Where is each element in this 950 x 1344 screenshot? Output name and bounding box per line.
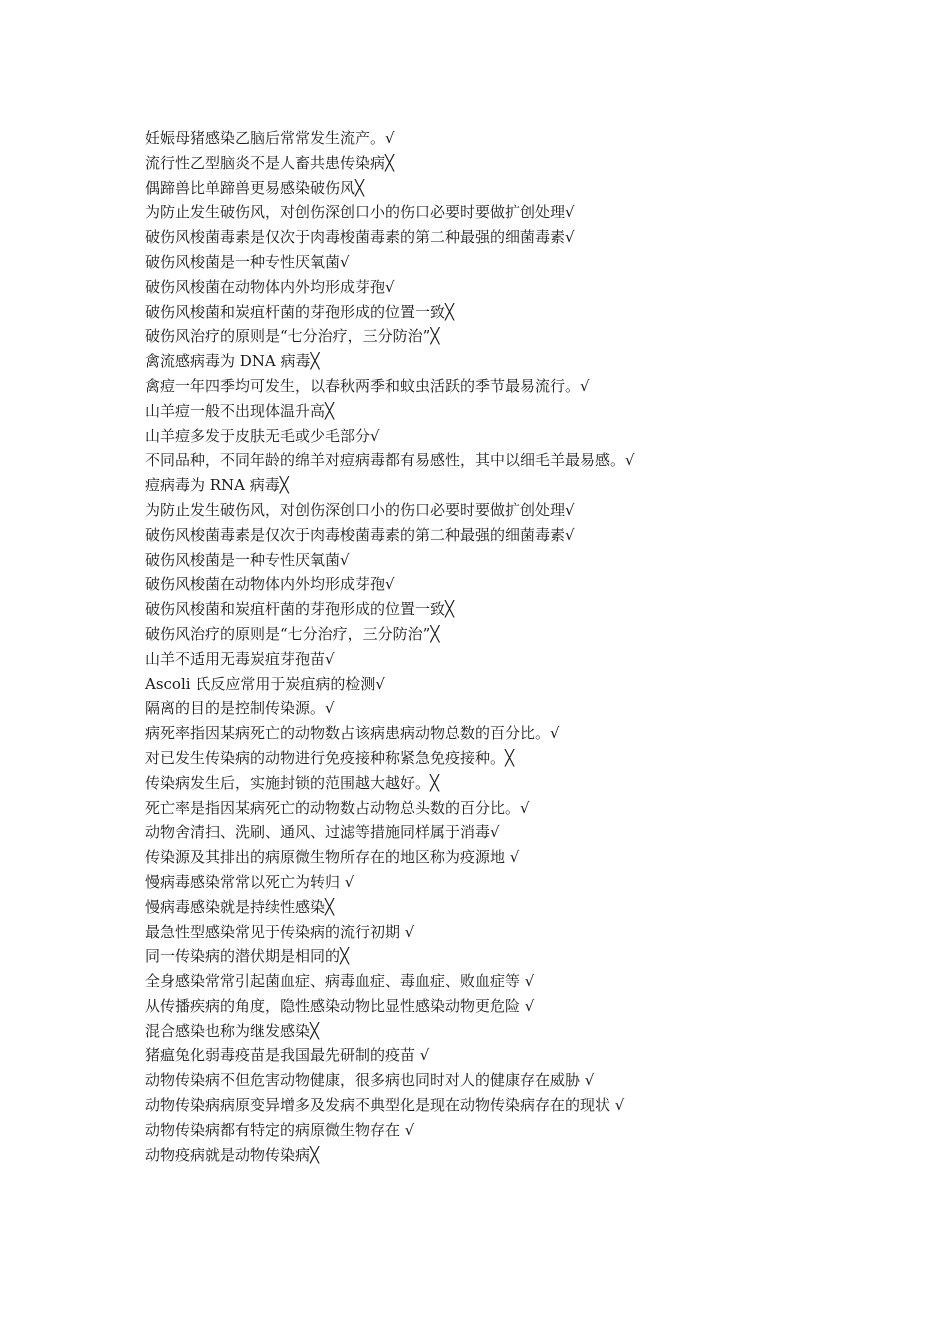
statement-line: 传染源及其排出的病原微生物所存在的地区称为疫源地 √	[145, 848, 520, 867]
statement-line: 全身感染常常引起菌血症、病毒血症、毒血症、败血症等 √	[145, 972, 535, 991]
statement-list	[145, 126, 845, 1167]
statement-line: 混合感染也称为继发感染╳	[145, 1021, 320, 1040]
statement-line: 隔离的目的是控制传染源。√	[145, 699, 335, 718]
statement-line: 痘病毒为 RNA 病毒╳	[145, 476, 289, 495]
statement-line: 动物疫病就是动物传染病╳	[145, 1145, 320, 1164]
statement-line: 偶蹄兽比单蹄兽更易感染破伤风╳	[145, 178, 365, 197]
statement-line: 禽痘一年四季均可发生，以春秋两季和蚊虫活跃的季节最易流行。√	[145, 376, 590, 395]
statement-line: 山羊痘多发于皮肤无毛或少毛部分√	[145, 426, 380, 445]
statement-line: 妊娠母猪感染乙脑后常常发生流产。√	[145, 129, 395, 147]
statement-line: 破伤风治疗的原则是“七分治疗，三分防治”╳	[145, 624, 440, 643]
statement-line: 为防止发生破伤风，对创伤深创口小的伤口必要时要做扩创处理√	[145, 500, 575, 519]
statement-line: 动物传染病都有特定的病原微生物存在 √	[145, 1120, 415, 1139]
statement-line: 同一传染病的潜伏期是相同的╳	[145, 947, 350, 966]
statement-line: 动物舍清扫、洗刷、通风、过滤等措施同样属于消毒√	[145, 823, 500, 842]
statement-line: 传染病发生后，实施封锁的范围越大越好。╳	[145, 773, 440, 792]
statement-line: 山羊痘一般不出现体温升高╳	[145, 401, 335, 420]
statement-line: 破伤风梭菌在动物体内外均形成芽孢√	[145, 575, 395, 594]
statement-line: 猪瘟兔化弱毒疫苗是我国最先研制的疫苗 √	[145, 1046, 430, 1065]
statement-line: 从传播疾病的角度，隐性感染动物比显性感染动物更危险 √	[145, 996, 535, 1015]
statement-line: 动物传染病不但危害动物健康，很多病也同时对人的健康存在威胁 √	[145, 1071, 595, 1090]
statement-line: 死亡率是指因某病死亡的动物数占动物总头数的百分比。√	[145, 798, 530, 817]
statement-line: 最急性型感染常见于传染病的流行初期 √	[145, 922, 415, 941]
statement-line: 破伤风梭菌是一种专性厌氧菌√	[145, 252, 350, 271]
statement-line: 对已发生传染病的动物进行免疫接种称紧急免疫接种。╳	[145, 748, 515, 767]
statement-line: 为防止发生破伤风，对创伤深创口小的伤口必要时要做扩创处理√	[145, 203, 575, 222]
statement-line: 山羊不适用无毒炭疽芽孢苗√	[145, 649, 335, 668]
statement-line: 破伤风梭菌和炭疽杆菌的芽孢形成的位置一致╳	[145, 302, 455, 321]
statement-line: 破伤风梭菌是一种专性厌氧菌√	[145, 550, 350, 569]
statement-line: 禽流感病毒为 DNA 病毒╳	[145, 352, 320, 371]
statement-line: 破伤风治疗的原则是“七分治疗，三分防治”╳	[145, 327, 440, 346]
statement-line: 不同品种，不同年龄的绵羊对痘病毒都有易感性，其中以细毛羊最易感。√	[145, 451, 635, 470]
statement-line: 病死率指因某病死亡的动物数占该病患病动物总数的百分比。√	[145, 724, 560, 743]
statement-line: 动物传染病病原变异增多及发病不典型化是现在动物传染病存在的现状 √	[145, 1096, 625, 1115]
statement-line: Ascoli 氏反应常用于炭疽病的检测√	[145, 674, 385, 693]
statement-line: 破伤风梭菌毒素是仅次于肉毒梭菌毒素的第二种最强的细菌毒素√	[145, 525, 575, 544]
statement-line: 破伤风梭菌和炭疽杆菌的芽孢形成的位置一致╳	[145, 600, 455, 619]
statement-line: 流行性乙型脑炎不是人畜共患传染病╳	[145, 153, 395, 172]
statement-line: 破伤风梭菌在动物体内外均形成芽孢√	[145, 277, 395, 296]
statement-line: 破伤风梭菌毒素是仅次于肉毒梭菌毒素的第二种最强的细菌毒素√	[145, 228, 575, 247]
statement-line: 慢病毒感染常常以死亡为转归 √	[145, 872, 355, 891]
statement-line: 慢病毒感染就是持续性感染╳	[145, 897, 335, 916]
